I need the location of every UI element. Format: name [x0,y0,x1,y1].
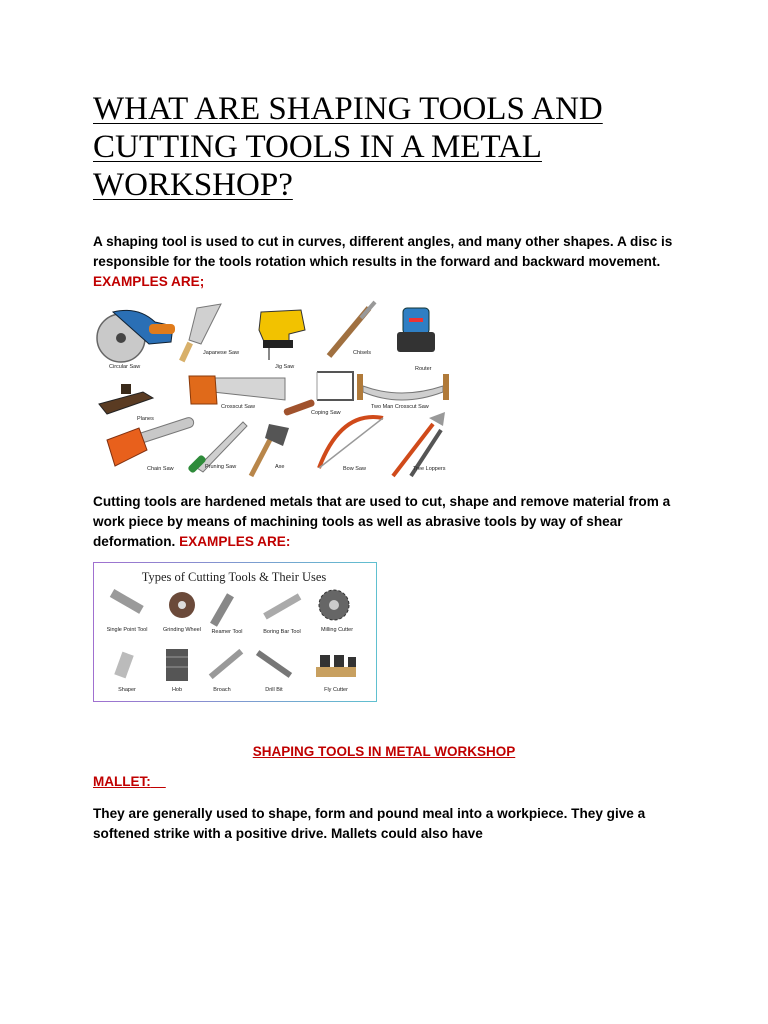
milling-cutter-image [319,590,349,620]
label-pruning-saw: Pruning Saw [205,464,237,470]
label-crosscut-saw: Crosscut Saw [221,404,255,410]
intro-text: A shaping tool is used to cut in curves, different angles, and many other shapes. A disc is responsible for the tools rotation which results in the forward and backward movement. [93,234,673,269]
cutting-examples-label: EXAMPLES ARE: [179,534,291,549]
label-fly-cutter: Fly Cutter [324,687,348,693]
chisels-image [329,302,375,356]
chain-saw-image [107,416,195,466]
drill-bit-image [256,650,292,678]
label-reamer-tool: Reamer Tool [211,629,243,635]
shaping-tools-illustration [93,300,453,482]
label-hob: Hob [171,687,183,693]
label-shaper: Shaper [118,687,136,693]
cutting-tools-illustration [94,563,375,700]
section-heading: SHAPING TOOLS IN METAL WORKSHOP [252,744,516,759]
cutting-text: Cutting tools are hardened metals that are used to cut, shape and remove material from a work piece by means of machining tools as well as abrasive tools by way of shear deformation. [93,494,671,549]
mallet-paragraph: They are generally used to shape, form and pound meal into a workpiece. They give a softened strike with a positive drive. Mallets could also have [93,806,646,841]
planes-image [99,384,153,414]
label-router: Router [415,366,432,372]
label-single-point-tool: Single Point Tool [106,627,148,633]
jig-saw-image [259,310,305,360]
label-boring-bar-tool: Boring Bar Tool [263,629,301,635]
mallet-label: MALLET: [93,774,151,789]
cutting-tools-figure [93,562,377,702]
label-broach: Broach [213,687,231,693]
grinding-wheel-image [169,592,195,618]
label-circular-saw: Circular Saw [109,364,141,370]
cutting-figure-title: Types of Cutting Tools & Their Uses [141,570,327,584]
label-japanese-saw: Japanese Saw [203,350,240,356]
single-point-tool-image [110,589,144,614]
label-planes: Planes [137,416,154,422]
label-tree-loppers: Tree Loppers [413,466,446,472]
shaper-image [114,652,133,679]
intro-paragraph [93,232,683,292]
boring-bar-tool-image [263,593,301,619]
circular-saw-image [97,310,175,362]
label-milling-cutter: Milling Cutter [320,627,354,633]
hob-image [166,649,188,681]
bow-saw-image [319,417,383,468]
label-coping-saw: Coping Saw [311,410,341,416]
fly-cutter-image [316,655,356,677]
page-title: WHAT ARE SHAPING TOOLS AND CUTTING TOOLS IN A METAL WORKSHOP? [93,91,603,203]
label-drill-bit: Drill Bit [265,687,283,693]
crosscut-saw-image [189,376,285,404]
label-chain-saw: Chain Saw [147,466,174,472]
cutting-paragraph [93,492,683,552]
intro-examples-label: EXAMPLES ARE; [93,274,205,289]
two-man-crosscut-saw-image [357,374,449,400]
label-chisels: Chisels [353,350,372,356]
label-grinding-wheel: Grinding Wheel [163,627,201,633]
shaping-tools-figure [93,300,453,482]
label-two-man-crosscut-saw: Two Man Crosscut Saw [371,404,429,410]
reamer-tool-image [210,593,234,626]
router-image [397,308,435,352]
label-bow-saw: Bow Saw [343,466,366,472]
label-axe: Axe [275,464,285,470]
label-jig-saw: Jig Saw [275,364,295,370]
broach-image [209,649,243,679]
